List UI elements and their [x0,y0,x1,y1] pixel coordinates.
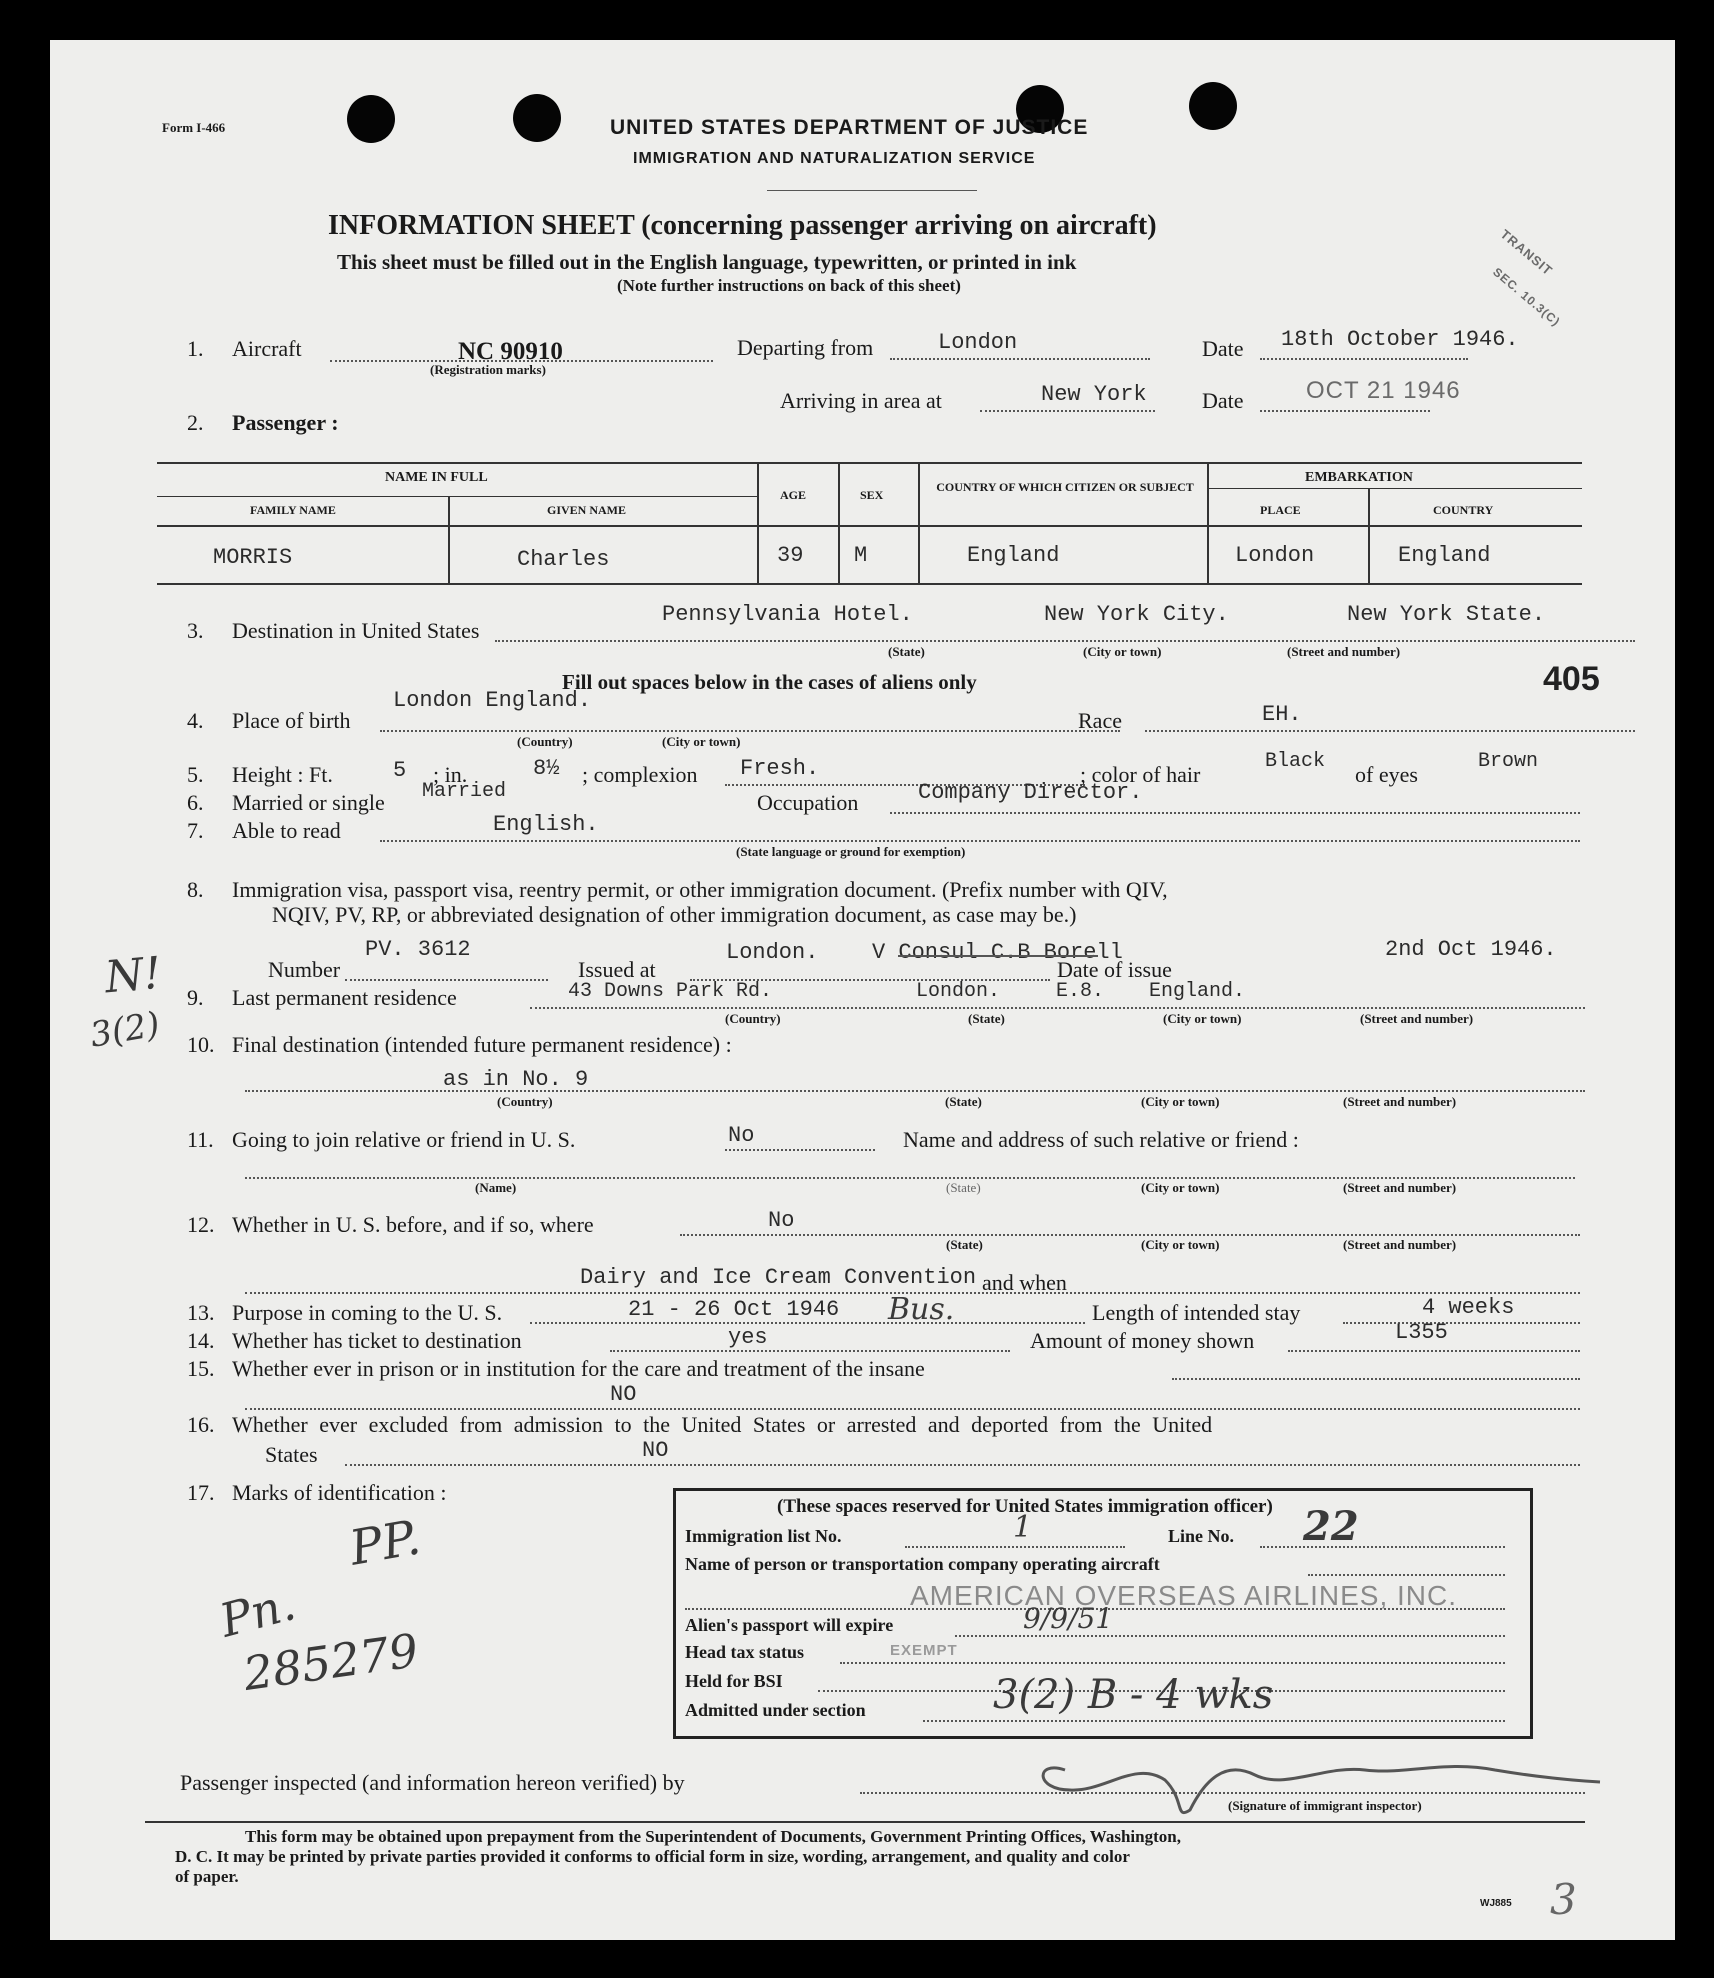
department-heading: UNITED STATES DEPARTMENT OF JUSTICE [610,116,1089,139]
prior-visit-label: Whether in U. S. before, and if so, where [232,1212,594,1237]
consul-value: V Consul C.B Borell [872,940,1123,965]
item-number: 16. [187,1412,215,1437]
issue-date-value: 2nd Oct 1946. [1385,937,1557,962]
embarkation-country-value: England [1398,543,1491,568]
list-value: 1 [1013,1510,1033,1545]
occupation-value: Company Director. [918,780,1143,805]
instruction-line: This sheet must be filled out in the English language, typewritten, or printed in ink [337,250,1077,274]
caption: (Street and number) [1287,644,1401,659]
margin-handwritten: 3(2) [87,1004,163,1056]
punch-hole [347,95,395,143]
caption: (City or town) [1141,1237,1220,1252]
caption: (Street and number) [1343,1237,1457,1252]
final-destination-label: Final destination (intended future permanent residence) : [232,1032,732,1057]
caption: (City or town) [1141,1180,1220,1195]
visit-dates-value: 21 - 26 Oct 1946 [628,1297,840,1322]
relative-name-address-label: Name and address of such relative or friend : [903,1127,1299,1152]
item-number: 10. [187,1032,215,1057]
operator-stamp: AMERICAN OVERSEAS AIRLINES, INC. [910,1580,1458,1611]
excluded-label: Whether ever excluded from admission to the United States or arrested and deported from the United [232,1412,1213,1437]
line-value: 22 [1303,1503,1359,1550]
sex-value: M [854,543,868,568]
margin-number: 405 [1543,660,1600,698]
eyes-label: of eyes [1355,762,1418,787]
tax-stamp: EXEMPT [890,1642,958,1659]
inches-label: ; in. [433,762,468,787]
height-feet-value: 5 [393,758,407,783]
sex-header: SEX [860,488,884,502]
place-header: PLACE [1260,503,1301,517]
departure-date-value: 18th October 1946. [1281,327,1519,352]
race-label: Race [1078,708,1122,733]
item-number: 2. [187,410,204,435]
marital-label: Married or single [232,790,385,815]
arriving-label: Arriving in area at [780,388,942,413]
arriving-value: New York [1041,382,1147,407]
punch-hole [513,94,561,142]
race-value: EH. [1262,702,1302,727]
complexion-value: Fresh. [740,756,820,781]
name-in-full-header: NAME IN FULL [385,470,488,485]
caption: (Street and number) [1343,1180,1457,1195]
money-value: L355 [1395,1320,1448,1345]
section-value: 3(2) B - 4 wks [993,1672,1274,1718]
passenger-label: Passenger : [232,410,339,435]
stay-label: Length of intended stay [1092,1300,1301,1325]
tax-label: Head tax status [685,1642,805,1662]
join-relative-value: No [728,1123,755,1148]
item-number: 14. [187,1328,215,1353]
item-number: 7. [187,818,204,843]
family-name-header: FAMILY NAME [250,503,336,517]
final-destination-value: as in No. 9 [443,1067,589,1092]
caption: (City or town) [1163,1011,1242,1026]
given-name-value: Charles [517,547,610,572]
issue-date-label: Date of issue [1057,957,1172,982]
birthplace-value: London England. [393,688,592,713]
caption: (Country) [725,1011,781,1026]
complexion-label: ; complexion [582,762,698,787]
height-inches-value: 8½ [533,756,560,781]
marks-handwritten: 285279 [240,1623,422,1701]
when-label: and when [982,1270,1067,1295]
date-label: Date [1202,336,1244,361]
citizen-country-value: England [967,543,1060,568]
caption: (State) [888,644,925,659]
caption: (Name) [475,1180,517,1195]
aircraft-label: Aircraft [232,336,302,361]
marital-value: Married [422,780,507,803]
occupation-label: Occupation [757,790,859,815]
age-header: AGE [780,488,807,502]
list-label: Immigration list No. [685,1526,842,1546]
caption: (State) [945,1094,982,1109]
inspector-signature [1025,1740,1605,1830]
footer-text: This form may be obtained upon prepayment from the Superintendent of Documents, Government Printing Offices, Washington, [245,1827,1181,1846]
ticket-label: Whether has ticket to destination [232,1328,522,1353]
ticket-value: yes [728,1325,768,1350]
margin-handwritten: N! [102,947,164,1004]
footer-text: of paper. [175,1867,239,1886]
stay-value: 4 weeks [1422,1295,1515,1320]
purpose-label: Purpose in coming to the U. S. [232,1300,503,1325]
excluded-value: NO [642,1438,669,1463]
transit-stamp: TRANSIT [1497,226,1556,279]
read-label: Able to read [232,818,341,843]
caption: (Country) [497,1094,553,1109]
prison-value: NO [610,1382,637,1407]
service-heading: IMMIGRATION AND NATURALIZATION SERVICE [633,150,1036,167]
form-sheet [50,40,1675,1940]
item-number: 5. [187,762,204,787]
excluded-label-cont: States [265,1442,318,1467]
arrival-date-stamp: OCT 21 1946 [1306,377,1461,404]
marks-handwritten: PP. [345,1509,425,1577]
expire-label: Alien's passport will expire [685,1615,894,1635]
section-label: Admitted under section [685,1700,866,1720]
embarkation-header: EMBARKATION [1305,470,1413,485]
destination-label: Destination in United States [232,618,480,643]
line-label: Line No. [1168,1526,1235,1546]
caption: (State language or ground for exemption) [736,844,966,859]
caption: (City or town) [1141,1094,1220,1109]
caption: (Street and number) [1360,1011,1474,1026]
item-number: 12. [187,1212,215,1237]
item-number: 4. [187,708,204,733]
given-name-header: GIVEN NAME [547,503,627,517]
purpose-handwritten: Bus. [888,1292,955,1327]
residence-district-value: E.8. [1056,980,1105,1003]
caption: (City or town) [662,734,741,749]
issued-label: Issued at [578,957,656,982]
country-citizen-header: COUNTRY OF WHICH CITIZEN OR SUBJECT [936,480,1194,494]
aliens-only-note: Fill out spaces below in the cases of aliens only [562,670,977,694]
item-number: 13. [187,1300,215,1325]
document-instructions: Immigration visa, passport visa, reentry permit, or other immigration document. (Prefix number with QIV, [232,877,1168,902]
destination-street-value: Pennsylvania Hotel. [662,602,913,627]
item-number: 15. [187,1356,215,1381]
prior-visit-value: No [768,1208,795,1233]
expire-value: 9/9/51 [1023,1602,1114,1635]
residence-city-value: London. [916,980,1001,1003]
section-stamp: SEC. 10.3(C) [1490,264,1564,330]
departing-label: Departing from [737,335,874,360]
read-language-value: English. [493,812,599,837]
footer-code: WJ885 [1480,1898,1512,1909]
marks-handwritten: Pn. [214,1576,301,1648]
item-number: 11. [187,1127,214,1152]
document-instructions: NQIV, PV, RP, or abbreviated designation of other immigration document, as case may be.) [272,902,1077,927]
destination-city-value: New York City. [1044,602,1229,627]
caption: (City or town) [1083,644,1162,659]
registration-caption: (Registration marks) [430,362,546,377]
age-value: 39 [777,543,804,568]
item-number: 8. [187,877,204,902]
money-label: Amount of money shown [1030,1328,1255,1353]
caption: (State) [968,1011,1005,1026]
corner-handwritten: 3 [1550,1875,1577,1924]
caption: (Country) [517,734,573,749]
caption: (Street and number) [1343,1094,1457,1109]
officer-box-title: (These spaces reserved for United States immigration officer) [777,1496,1273,1517]
aircraft-value: NC 90910 [458,338,563,365]
item-number: 6. [187,790,204,815]
prison-label: Whether ever in prison or in institution for the care and treatment of the insane [232,1356,925,1381]
item-number: 9. [187,985,204,1010]
caption: (State) [946,1180,981,1195]
item-number: 3. [187,618,204,643]
birthplace-label: Place of birth [232,708,351,733]
document-number-label: Number [268,957,341,982]
footer-text: D. C. It may be printed by private parties provided it conforms to official form in size, wording, arrangement, and quality and color [175,1847,1130,1866]
residence-label: Last permanent residence [232,985,457,1010]
family-name-value: MORRIS [213,545,293,570]
height-label: Height : Ft. [232,762,333,787]
inspected-label: Passenger inspected (and information hereon verified) by [180,1770,685,1795]
join-relative-label: Going to join relative or friend in U. S. [232,1127,576,1152]
item-number: 1. [187,336,204,361]
hair-value: Black [1265,750,1326,773]
caption: (State) [946,1237,983,1252]
identification-marks-label: Marks of identification : [232,1480,447,1505]
eyes-value: Brown [1478,750,1539,773]
embarkation-place-value: London [1235,543,1315,568]
purpose-value: Dairy and Ice Cream Convention [580,1265,977,1290]
hair-label: ; color of hair [1080,762,1201,787]
document-number-value: PV. 3612 [365,937,471,962]
operator-label: Name of person or transportation company operating aircraft [685,1554,1160,1574]
residence-street-value: 43 Downs Park Rd. [568,980,773,1003]
bsi-label: Held for BSI [685,1671,783,1691]
punch-hole [1189,82,1237,130]
signature-caption: (Signature of immigrant inspector) [1228,1798,1422,1813]
residence-country-value: England. [1149,980,1246,1003]
departing-value: London [938,330,1018,355]
destination-state-value: New York State. [1347,602,1546,627]
instruction-note: (Note further instructions on back of this sheet) [617,276,961,295]
form-title: INFORMATION SHEET (concerning passenger arriving on aircraft) [328,210,1157,241]
form-number: Form I-466 [162,120,226,135]
arrival-date-label: Date [1202,388,1244,413]
divider [767,190,977,191]
embarkation-country-header: COUNTRY [1433,503,1494,517]
item-number: 17. [187,1480,215,1505]
issued-place-value: London. [726,940,819,965]
